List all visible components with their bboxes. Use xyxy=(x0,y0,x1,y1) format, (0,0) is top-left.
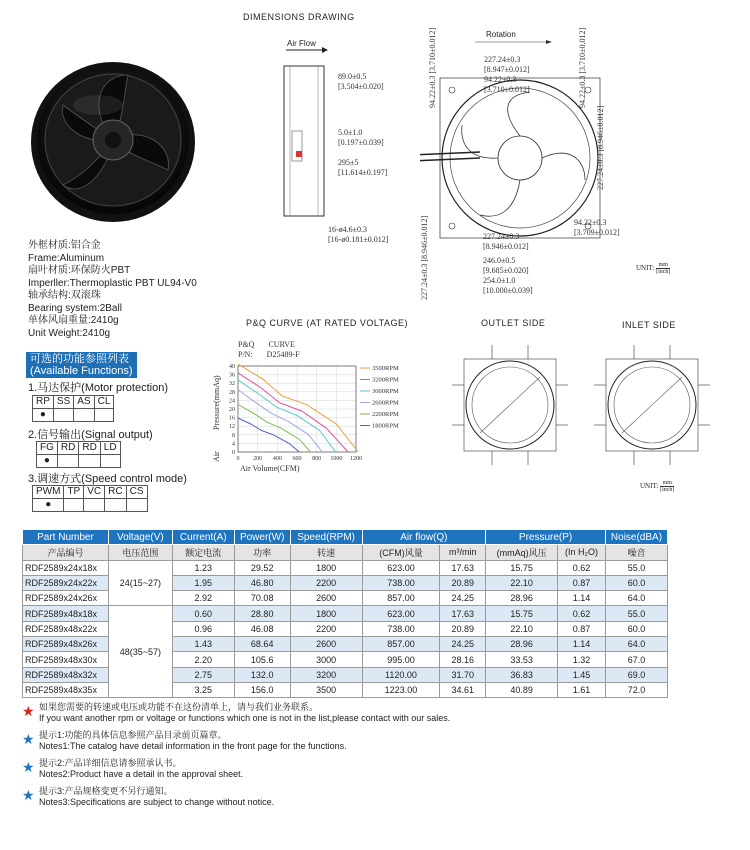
cell-speed: 2600 xyxy=(290,637,362,652)
fan-photo xyxy=(28,50,198,225)
col-header: Current(A) xyxy=(172,530,234,545)
func-option: CS xyxy=(126,486,147,499)
performance-table xyxy=(22,529,668,698)
note-en: If you want another rpm or voltage or functions which one is not in the list,please contact with our sales. xyxy=(39,713,451,723)
func-option-table xyxy=(32,485,148,512)
y-tick-label: 8 xyxy=(232,432,235,439)
func-option: RC xyxy=(105,486,126,499)
functions-title xyxy=(26,352,137,378)
outlet-title: OUTLET SIDE xyxy=(481,318,546,328)
cell-noise: 64.0 xyxy=(605,591,667,606)
func-mark xyxy=(74,409,94,422)
pq-xlabel: Air Volume(CFM) xyxy=(240,464,300,473)
cell-inh2o: 0.87 xyxy=(558,575,606,590)
func-option-table xyxy=(32,395,114,422)
dim-bottom-3 xyxy=(483,276,533,296)
col-subheader: m³/min xyxy=(440,545,486,560)
dim-depth xyxy=(338,72,384,92)
spec-line: Unit Weight:2410g xyxy=(28,327,111,339)
y-tick-label: 4 xyxy=(232,441,235,448)
dim-wire xyxy=(338,128,384,148)
func-mark: ● xyxy=(37,455,58,468)
cell-part: RDF2589x48x26x xyxy=(23,637,109,652)
y-tick-label: 0 xyxy=(232,450,235,456)
note-en: Notes1:The catalog have detail information in the front page for the functions. xyxy=(39,741,347,751)
y-tick-label: 24 xyxy=(229,398,235,405)
cell-cfm: 857.00 xyxy=(362,591,440,606)
unit-legend-bottom xyxy=(640,480,674,493)
pq-chart-svg xyxy=(210,356,430,472)
dim-top-half-in: [3.710±0.012] xyxy=(484,85,530,94)
cell-part: RDF2589x24x22x xyxy=(23,575,109,590)
y-tick-label: 16 xyxy=(229,415,235,422)
col-subheader: 转速 xyxy=(290,545,362,560)
note-cn: 提示1:功能的具体信息参照产品目录前页篇章。 xyxy=(39,730,227,740)
cell-current: 2.75 xyxy=(172,667,234,682)
dim-left-v-in: [3.710±0.012] xyxy=(428,27,437,74)
spec-line: 外框材质:铝合金 xyxy=(28,240,101,251)
dim-left-tall-in: [8.946±0.012] xyxy=(420,215,429,262)
spec-line: 扇叶材质:环保防火PBT xyxy=(28,265,131,276)
cell-noise: 64.0 xyxy=(605,637,667,652)
cell-inh2o: 0.62 xyxy=(558,606,606,621)
dim-top-span xyxy=(484,55,530,75)
func-mark xyxy=(57,455,78,468)
cell-mmaq: 28.96 xyxy=(486,637,558,652)
cell-noise: 67.0 xyxy=(605,652,667,667)
cell-speed: 1800 xyxy=(290,606,362,621)
cell-power: 29.52 xyxy=(234,560,290,575)
cell-current: 0.96 xyxy=(172,621,234,636)
dim-holes-mm: 16-ø4.6±0.3 xyxy=(328,225,368,234)
func-mark xyxy=(94,409,114,422)
x-tick-label: 400 xyxy=(272,456,282,462)
legend-label: 3500RPM xyxy=(372,365,399,372)
cell-mmaq: 33.53 xyxy=(486,652,558,667)
func-group-title: 3.调速方式(Speed control mode) xyxy=(28,473,187,485)
func-option-table xyxy=(36,441,121,468)
cell-cfm: 738.00 xyxy=(362,575,440,590)
dim-top-span-in: [8.947±0.012] xyxy=(484,65,530,74)
dim-left-tall xyxy=(420,216,430,300)
cell-m3: 34.61 xyxy=(440,682,486,697)
dim-depth-mm: 89.0±0.5 xyxy=(338,72,367,81)
func-option: AS xyxy=(74,396,94,409)
legend-label: 2200RPM xyxy=(372,411,399,418)
cell-current: 1.43 xyxy=(172,637,234,652)
col-header: Noise(dBA) xyxy=(605,530,667,545)
star-icon: ★ xyxy=(22,759,35,775)
cell-current: 0.60 xyxy=(172,606,234,621)
dim-top-span-mm: 227.24±0.3 xyxy=(484,55,521,64)
unit-label: UNIT: xyxy=(640,482,659,491)
func-mark xyxy=(53,409,73,422)
cell-speed: 3000 xyxy=(290,652,362,667)
dim-bottom-2 xyxy=(483,256,529,276)
dim-holes-in: [16-ø0.181±0.012] xyxy=(328,235,389,244)
func-option: RD xyxy=(79,442,100,455)
note-en: Notes2:Product have a detail in the approval sheet. xyxy=(39,769,244,779)
cell-speed: 1800 xyxy=(290,560,362,575)
func-mark xyxy=(105,499,126,512)
legend-label: 1800RPM xyxy=(372,422,399,430)
dim-bottom-right xyxy=(574,218,620,238)
dim-br-mm: 94.22±0.3 xyxy=(574,218,607,227)
cell-part: RDF2589x24x26x xyxy=(23,591,109,606)
dim-right-v xyxy=(578,28,588,108)
y-tick-label: 12 xyxy=(229,424,235,431)
cell-power: 68.64 xyxy=(234,637,290,652)
col-header: Part Number xyxy=(23,530,109,545)
y-tick-label: 32 xyxy=(229,381,235,388)
pq-header-curve: CURVE xyxy=(268,340,295,349)
cell-noise: 60.0 xyxy=(605,575,667,590)
cell-inh2o: 1.32 xyxy=(558,652,606,667)
x-tick-label: 1000 xyxy=(330,456,343,462)
pq-header-partno: D25489-F xyxy=(266,350,300,359)
cell-inh2o: 1.61 xyxy=(558,682,606,697)
cell-m3: 17.63 xyxy=(440,560,486,575)
cell-m3: 31.70 xyxy=(440,667,486,682)
functions-title-en: (Available Functions) xyxy=(30,365,133,377)
func-mark xyxy=(84,499,105,512)
series-line-2200RPM xyxy=(238,405,311,453)
cell-noise: 72.0 xyxy=(605,682,667,697)
x-tick-label: 0 xyxy=(236,456,240,462)
spec-list xyxy=(28,240,197,340)
func-group-title: 1.马达保护(Motor protection) xyxy=(28,382,168,394)
cell-inh2o: 1.14 xyxy=(558,637,606,652)
dim-right-v-mm: 94.22±0.3 xyxy=(578,75,587,108)
legend-label: 2600RPM xyxy=(372,399,399,407)
col-subheader: (In H₂O) xyxy=(558,545,606,560)
cell-part: RDF2589x48x18x xyxy=(23,606,109,621)
dim-right-tall-mm: 227.24±0.3 xyxy=(596,153,605,190)
pq-ylabel-cn: Air xyxy=(212,451,221,462)
cell-inh2o: 1.14 xyxy=(558,591,606,606)
cell-mmaq: 15.75 xyxy=(486,606,558,621)
func-option: PWM xyxy=(33,486,64,499)
dim-bot2-mm: 246.0±0.5 xyxy=(483,256,516,265)
col-subheader: (mmAq)风压 xyxy=(486,545,558,560)
col-header: Voltage(V) xyxy=(108,530,172,545)
cell-m3: 17.63 xyxy=(440,606,486,621)
func-mark xyxy=(126,499,147,512)
dim-bot1-in: [8.946±0.012] xyxy=(483,242,529,251)
dim-top-half-mm: 94.22±0.3 xyxy=(484,75,517,84)
col-subheader: 噪音 xyxy=(605,545,667,560)
func-mark: ● xyxy=(33,499,64,512)
note-cn: 提示2:产品详细信息请参照承认书。 xyxy=(39,758,182,768)
dim-holes xyxy=(328,225,388,245)
legend-label: 3000RPM xyxy=(372,388,399,395)
cell-mmaq: 40.89 xyxy=(486,682,558,697)
cell-m3: 20.89 xyxy=(440,575,486,590)
col-header: Pressure(P) xyxy=(486,530,606,545)
pq-chart xyxy=(210,356,430,472)
func-option: FG xyxy=(37,442,58,455)
pq-ylabel-text: Pressure(mmAq) xyxy=(212,375,221,430)
cell-power: 105.6 xyxy=(234,652,290,667)
dim-wire-in: [0.197±0.039] xyxy=(338,138,384,147)
y-tick-label: 20 xyxy=(229,407,235,413)
func-option: RD xyxy=(57,442,78,455)
table-row xyxy=(23,606,668,621)
col-header: Air flow(Q) xyxy=(362,530,486,545)
func-mark: ● xyxy=(33,409,54,422)
cell-cfm: 1120.00 xyxy=(362,667,440,682)
dim-bot1-mm: 227.24±0.3 xyxy=(483,232,520,241)
cell-mmaq: 15.75 xyxy=(486,560,558,575)
cell-speed: 2200 xyxy=(290,575,362,590)
dim-bottom-1 xyxy=(483,232,529,252)
dim-bot2-in: [9.685±0.020] xyxy=(483,266,529,275)
cell-power: 132.0 xyxy=(234,667,290,682)
pq-ylabel xyxy=(212,375,222,430)
cell-part: RDF2589x24x18x xyxy=(23,560,109,575)
x-tick-label: 600 xyxy=(292,456,302,462)
pq-header-pn: P/N: xyxy=(238,350,253,359)
cell-mmaq: 28.96 xyxy=(486,591,558,606)
spec-line: 轴承结构:双滚珠 xyxy=(28,290,101,301)
cell-power: 46.80 xyxy=(234,575,290,590)
col-subheader: 额定电流 xyxy=(172,545,234,560)
cell-m3: 24.25 xyxy=(440,591,486,606)
col-subheader: (CFM)风量 xyxy=(362,545,440,560)
spec-line: Imperller:Thermoplastic PBT UL94-V0 xyxy=(28,277,197,289)
cell-inh2o: 1.45 xyxy=(558,667,606,682)
unit-mm: mm xyxy=(656,262,670,269)
x-tick-label: 800 xyxy=(312,456,322,462)
col-header: Power(W) xyxy=(234,530,290,545)
cell-inh2o: 0.87 xyxy=(558,621,606,636)
air-flow-label: Air Flow xyxy=(287,39,316,48)
col-subheader: 产品编号 xyxy=(23,545,109,560)
cell-current: 1.23 xyxy=(172,560,234,575)
cell-m3: 20.89 xyxy=(440,621,486,636)
dim-depth-in: [3.504±0.020] xyxy=(338,82,384,91)
unit-inch: [inch] xyxy=(660,487,675,493)
func-option: LD xyxy=(100,442,120,455)
cell-cfm: 857.00 xyxy=(362,637,440,652)
cell-power: 70.08 xyxy=(234,591,290,606)
series-line-2600RPM xyxy=(238,390,322,452)
cell-noise: 60.0 xyxy=(605,621,667,636)
unit-label: UNIT: xyxy=(636,264,655,273)
cell-current: 2.92 xyxy=(172,591,234,606)
dim-left-v xyxy=(428,28,438,108)
dim-br-in: [3.709±0.012] xyxy=(574,228,620,237)
dim-lead xyxy=(338,158,387,178)
dim-lead-mm: 295±5 xyxy=(338,158,359,167)
note-cn: 如果您需要的转速或电压或功能不在这份清单上，请与我们业务联系。 xyxy=(39,702,319,712)
y-tick-label: 28 xyxy=(229,389,235,396)
func-mark xyxy=(64,499,84,512)
cell-voltage: 48(35~57) xyxy=(108,606,172,698)
spec-line: Frame:Aluminum xyxy=(28,252,105,264)
cell-current: 2.20 xyxy=(172,652,234,667)
x-tick-label: 200 xyxy=(253,456,263,462)
y-tick-label: 36 xyxy=(229,372,235,379)
cell-current: 1.95 xyxy=(172,575,234,590)
col-subheader: 电压范围 xyxy=(108,545,172,560)
pq-header-pq: P&Q xyxy=(238,340,255,349)
inlet-title: INLET SIDE xyxy=(622,320,676,330)
cell-cfm: 623.00 xyxy=(362,560,440,575)
dim-right-v-in: [3.710±0.012] xyxy=(578,27,587,74)
cell-part: RDF2589x48x32x xyxy=(23,667,109,682)
dim-left-v-mm: 94.22±0.3 xyxy=(428,75,437,108)
cell-power: 28.80 xyxy=(234,606,290,621)
cell-m3: 24.25 xyxy=(440,637,486,652)
cell-noise: 55.0 xyxy=(605,560,667,575)
note-cn: 提示3:产品规格变更不另行通知。 xyxy=(39,786,173,796)
series-line-3200RPM xyxy=(238,373,348,452)
y-tick-label: 40 xyxy=(229,364,235,370)
cell-inh2o: 0.62 xyxy=(558,560,606,575)
dim-lead-in: [11.614±0.197] xyxy=(338,168,388,177)
col-subheader: 功率 xyxy=(234,545,290,560)
func-mark xyxy=(79,455,100,468)
star-icon: ★ xyxy=(22,731,35,747)
cell-mmaq: 22.10 xyxy=(486,621,558,636)
pq-title: P&Q CURVE (AT RATED VOLTAGE) xyxy=(246,318,409,328)
func-group-title: 2.信号输出(Signal output) xyxy=(28,429,153,441)
cell-part: RDF2589x48x22x xyxy=(23,621,109,636)
table-subheader-row xyxy=(23,545,668,560)
cell-speed: 2200 xyxy=(290,621,362,636)
dim-wire-mm: 5.0±1.0 xyxy=(338,128,363,137)
cell-cfm: 738.00 xyxy=(362,621,440,636)
func-option: RP xyxy=(33,396,54,409)
cell-voltage: 24(15~27) xyxy=(108,560,172,606)
cell-power: 156.0 xyxy=(234,682,290,697)
cell-noise: 69.0 xyxy=(605,667,667,682)
table-row xyxy=(23,560,668,575)
star-icon: ★ xyxy=(22,787,35,803)
table-header-row xyxy=(23,530,668,545)
dim-bot3-in: [10.000±0.039] xyxy=(483,286,533,295)
dim-left-tall-mm: 227.24±0.3 xyxy=(420,263,429,300)
x-tick-label: 1200 xyxy=(350,456,362,462)
col-header: Speed(RPM) xyxy=(290,530,362,545)
func-option: SS xyxy=(53,396,73,409)
spec-line: 单体风扇重量:2410g xyxy=(28,315,119,326)
dim-right-tall xyxy=(596,106,606,190)
dim-bot3-mm: 254.0±1.0 xyxy=(483,276,516,285)
series-line-3000RPM xyxy=(238,380,336,452)
unit-mm: mm xyxy=(660,480,674,487)
cell-mmaq: 22.10 xyxy=(486,575,558,590)
rotation-label: Rotation xyxy=(486,30,516,39)
cell-power: 46.08 xyxy=(234,621,290,636)
func-option: TP xyxy=(64,486,84,499)
note-en: Notes3:Specifications are subject to change without notice. xyxy=(39,797,275,807)
legend-label: 3200RPM xyxy=(372,376,399,384)
cell-speed: 2600 xyxy=(290,591,362,606)
cell-speed: 3200 xyxy=(290,667,362,682)
cell-part: RDF2589x48x30x xyxy=(23,652,109,667)
func-mark xyxy=(100,455,120,468)
side-view-drawing xyxy=(272,36,332,226)
dim-top-half xyxy=(484,75,530,95)
cell-current: 3.25 xyxy=(172,682,234,697)
unit-inch: [inch] xyxy=(656,269,671,275)
cell-cfm: 995.00 xyxy=(362,652,440,667)
func-option: VC xyxy=(84,486,105,499)
outlet-side-drawing xyxy=(452,345,568,465)
cell-part: RDF2589x48x35x xyxy=(23,682,109,697)
cell-cfm: 623.00 xyxy=(362,606,440,621)
cell-mmaq: 36.83 xyxy=(486,667,558,682)
cell-noise: 55.0 xyxy=(605,606,667,621)
inlet-side-drawing xyxy=(594,345,710,465)
star-icon: ★ xyxy=(22,703,35,719)
dim-right-tall-in: [8.946±0.012] xyxy=(596,105,605,152)
cell-cfm: 1223.00 xyxy=(362,682,440,697)
dimensions-title: DIMENSIONS DRAWING xyxy=(243,12,355,22)
functions-title-cn: 可选的功能参照列表 xyxy=(30,353,129,365)
func-option: CL xyxy=(94,396,114,409)
cell-speed: 3500 xyxy=(290,682,362,697)
cell-m3: 28.16 xyxy=(440,652,486,667)
spec-line: Bearing system:2Ball xyxy=(28,302,122,314)
unit-legend-top xyxy=(636,262,670,275)
